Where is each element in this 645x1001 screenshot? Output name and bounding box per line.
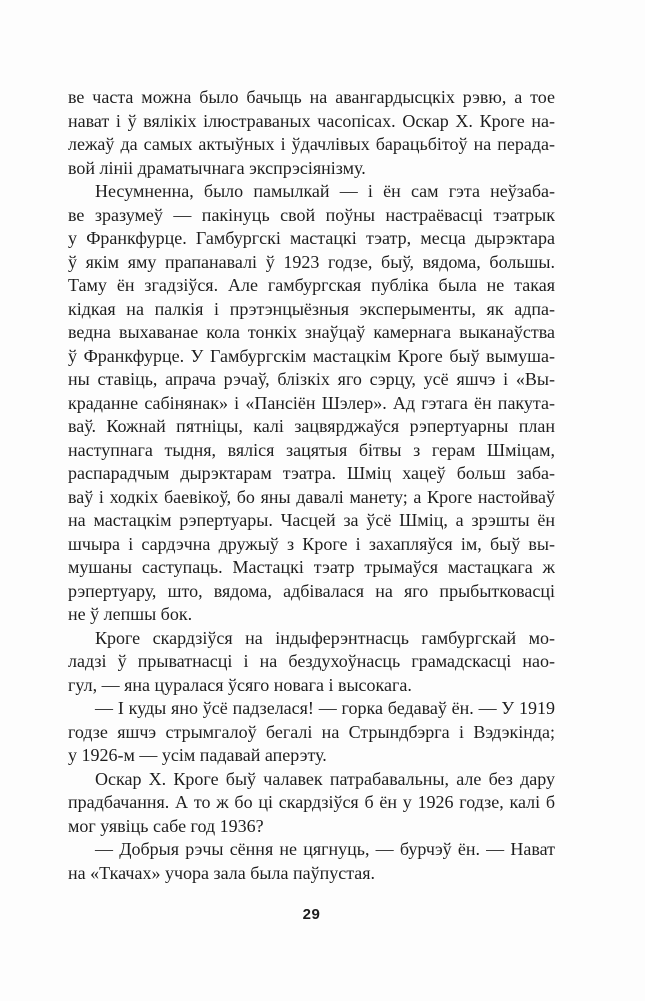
text-line: прадбачання. А то ж бо ці скардзіўся б ён у 1926 годзе, калі б	[68, 792, 555, 812]
text-line: нават і ў вялікіх ілюстраваных часопісах. Оскар Х. Кроге на-	[68, 110, 555, 131]
text-line: ў якім яму прапанавалі ў 1923 годзе, быў, вядома, большы.	[68, 251, 555, 272]
text-line: лежаў да самых актыўных і ўдачлівых барацьбітоў на перада-	[68, 134, 555, 154]
page-number: 29	[302, 906, 321, 923]
text-line: мушаны саступаць. Мастацкі тэатр трымаўся мастацкага ж	[68, 557, 555, 577]
text-line: ны ставіць, апрача рэчаў, блізкіх яго сэрцу, усё яшчэ і «Вы-	[68, 369, 555, 389]
text-line: ваў. Кожнай пятніцы, калі зацвярджаўся рэпертуарны план	[68, 416, 555, 436]
text-line: шчыра і сардэчна дружыў з Кроге і захапляўся ім, быў вы-	[68, 533, 555, 554]
text-line: годзе яшчэ стрымгалоў бегалі на Стрындбэрга і Вэдэкінда;	[68, 721, 555, 742]
text-line: у Франкфурце. Гамбургскі мастацкі тэатр, месца дырэктара	[68, 228, 555, 248]
text-line: краданне сабінянак» і «Пансіён Шэлер». Ад гэтага ён пакута-	[68, 392, 555, 413]
text-line: рэпертуару, што, вядома, адбівалася на яго прыбытковасці	[68, 580, 555, 601]
text-line: вой лініі драматычнага экспрэсіянізму.	[68, 157, 366, 178]
text-line: Кроге скардзіўся на індыферэнтнасць гамбургскай мо-	[95, 627, 555, 648]
text-line: мог уявіць сабе год 1936?	[68, 815, 264, 836]
text-line: ведна выхаванае кола тонкіх знаўцаў камернага выканаўства	[68, 322, 555, 342]
text-line: не ў лепшы бок.	[68, 604, 193, 624]
text-line: — Добрыя рэчы сёння не цягнуць, — бурчэў ён. — Нават	[95, 839, 555, 859]
text-line: Таму ён згадзіўся. Але гамбургская публіка была не такая	[68, 275, 555, 295]
text-line: у 1926-м — усім падавай аперэту.	[68, 745, 327, 765]
page-text	[68, 86, 555, 885]
text-line: наступнага тыдня, вяліся зацятыя бітвы з герам Шміцам,	[68, 439, 555, 460]
text-line: ве зразумеў — пакінуць свой поўны настраёвасці тэатрык	[68, 204, 555, 225]
text-line: ў Франкфурце. У Гамбургскім мастацкім Кроге быў вымуша-	[68, 345, 555, 366]
text-line: ваў і ходкіх баевікоў, бо яны давалі манету; а Кроге настойваў	[68, 486, 555, 507]
text-line: Оскар Х. Кроге быў чалавек патрабавальны, але без дару	[95, 768, 555, 789]
text-line: кідкая на палкія і прэтэнцыёзныя эксперыменты, як адпа-	[68, 298, 555, 319]
text-line: распарадчым дырэктарам тэатра. Шміц хацеў больш заба-	[68, 463, 555, 483]
text-line: на «Ткачах» учора зала была паўпустая.	[68, 862, 376, 883]
text-line: гул, — яна цуралася ўсяго новага і высокага.	[68, 674, 412, 695]
text-line: Несумненна, было памылкай — і ён сам гэта неўзаба-	[95, 181, 555, 201]
text-line: ладзі ў прыватнасці і на бездухоўнасць грамадскасці нао-	[68, 651, 555, 671]
text-line: на мастацкім рэпертуары. Часцей за ўсё Шміц, а зрэшты ён	[68, 510, 555, 530]
text-line: — І куды яно ўсё падзелася! — горка бедаваў ён. — У 1919	[95, 698, 555, 718]
text-line: ве часта можна было бачыць на авангардысцкіх рэвю, а тое	[68, 87, 555, 107]
